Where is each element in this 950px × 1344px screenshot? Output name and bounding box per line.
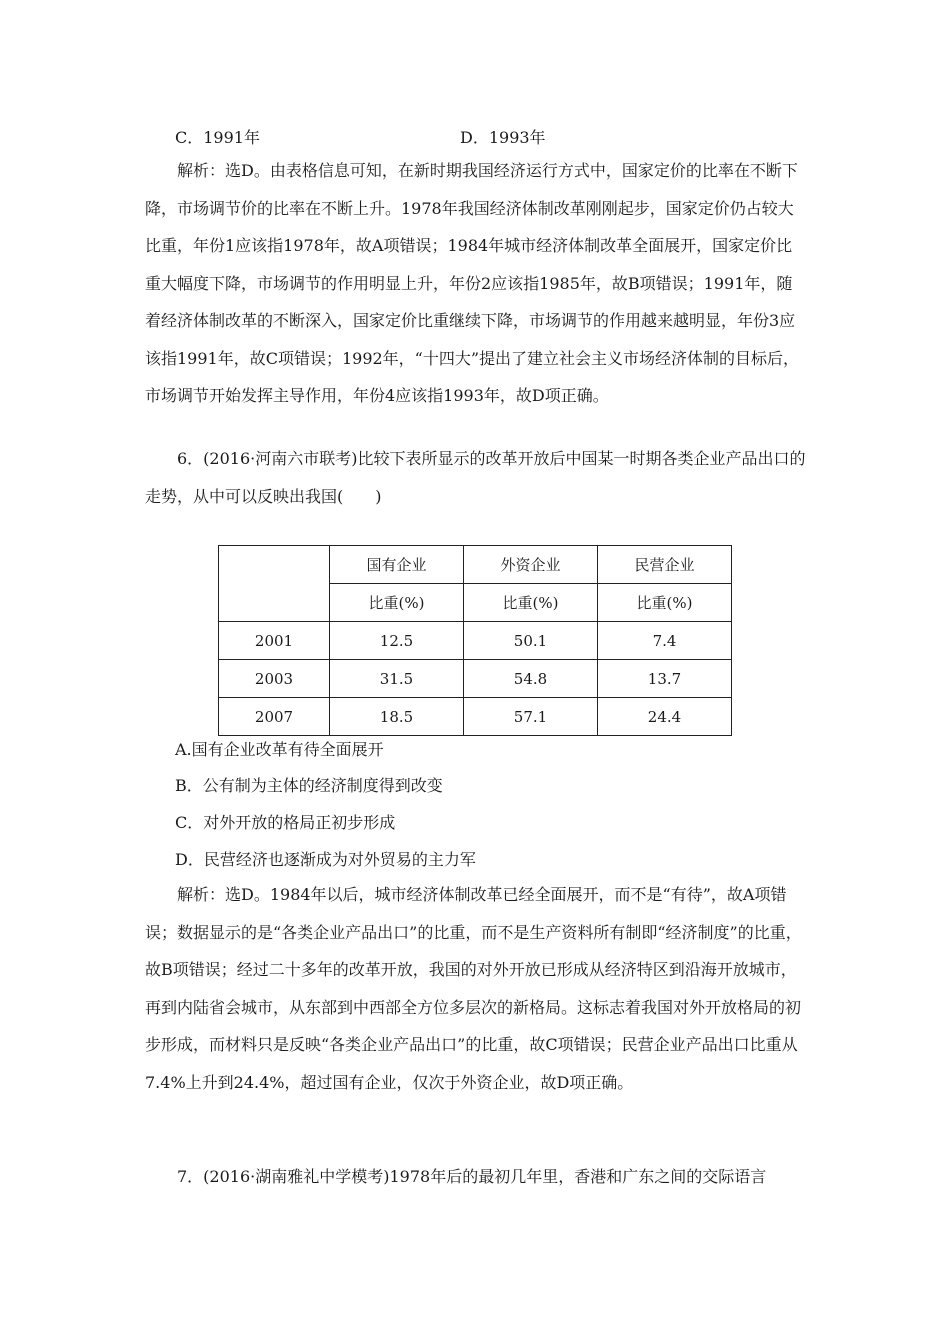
table-header: 民营企业	[598, 546, 732, 584]
option-c: C．1991年	[175, 128, 260, 147]
export-share-table	[218, 545, 732, 736]
q6-option-b: B．公有制为主体的经济制度得到改变	[175, 776, 443, 795]
table-cell: 7.4	[598, 622, 732, 660]
q6-option-c: C．对外开放的格局正初步形成	[175, 813, 396, 832]
table-header: 国有企业	[330, 546, 464, 584]
q6-option-a: A.国有企业改革有待全面展开	[175, 740, 384, 759]
table-cell: 24.4	[598, 698, 732, 736]
table-cell: 13.7	[598, 660, 732, 698]
table-cell: 54.8	[464, 660, 598, 698]
table-row	[219, 622, 732, 660]
previous-question-options	[175, 128, 546, 148]
table-cell: 50.1	[464, 622, 598, 660]
table-year-cell: 2007	[219, 698, 330, 736]
q7-stem: 7．(2016·湖南雅礼中学模考)1978年后的最初几年里，香港和广东之间的交际语言	[177, 1167, 767, 1186]
table-cell: 57.1	[464, 698, 598, 736]
q6-option-d: D．民营经济也逐渐成为对外贸易的主力军	[175, 850, 476, 869]
table-cell: 31.5	[330, 660, 464, 698]
q6-stem: 6．(2016·河南六市联考)比较下表所显示的改革开放后中国某一时期各类企业产品出口的走势，从中可以反映出我国( )	[145, 449, 806, 506]
table-header: 外资企业	[464, 546, 598, 584]
table-year-cell: 2001	[219, 622, 330, 660]
table-cell: 12.5	[330, 622, 464, 660]
table-subheader: 比重(%)	[598, 584, 732, 622]
option-d: D．1993年	[460, 128, 546, 147]
table-year-cell: 2003	[219, 660, 330, 698]
table-header-row	[219, 546, 732, 584]
q5-analysis: 解析：选D。由表格信息可知，在新时期我国经济运行方式中，国家定价的比率在不断下降，市场调节价的比率在不断上升。1978年我国经济体制改革刚刚起步，国家定价仍占较大比重，年份1应该指1978年，故A项错误；1984年城市经济体制改革全面展开，国家定价比重大幅度下降，市场调节的作用明显上升，年份2应该指1985年，故B项错误；1991年，随着经济体制改革的不断深入，国家定价比重继续下降，市场调节的作用越来越明显，年份3应该指1991年，故C项错误；1992年，“十四大”提出了建立社会主义市场经济体制的目标后，市场调节开始发挥主导作用，年份4应该指1993年，故D项正确。	[145, 161, 800, 405]
table-subheader: 比重(%)	[330, 584, 464, 622]
table-cell: 18.5	[330, 698, 464, 736]
table-row	[219, 660, 732, 698]
table-subheader: 比重(%)	[464, 584, 598, 622]
table-row	[219, 698, 732, 736]
q6-analysis: 解析：选D。1984年以后，城市经济体制改革已经全面展开，而不是“有待”，故A项错误；数据显示的是“各类企业产品出口”的比重，而不是生产资料所有制即“经济制度”的比重，故B项错误；经过二十多年的改革开放，我国的对外开放已形成从经济特区到沿海开放城市，再到内陆省会城市，从东部到中西部全方位多层次的新格局。这标志着我国对外开放格局的初步形成，而材料只是反映“各类企业产品出口”的比重，故C项错误；民营企业产品出口比重从7.4%上升到24.4%，超过国有企业，仅次于外资企业，故D项正确。	[145, 885, 802, 1092]
table-corner-cell	[219, 546, 330, 622]
